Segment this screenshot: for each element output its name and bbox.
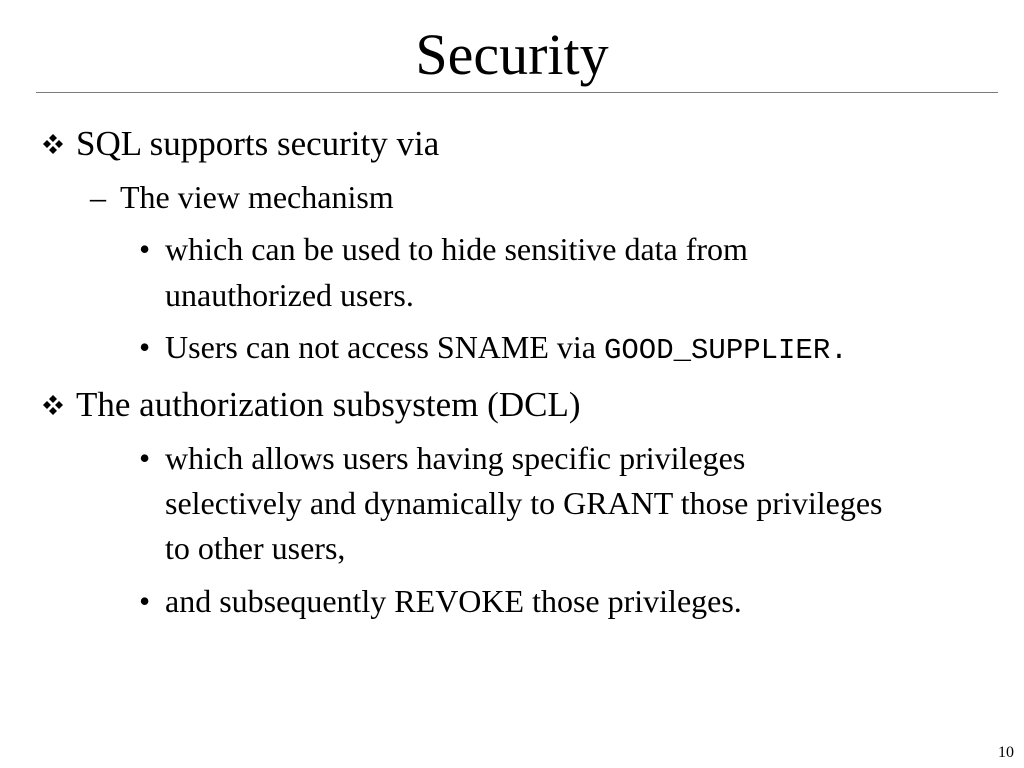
slide-title: Security: [415, 22, 609, 87]
page-number: 10: [998, 744, 1014, 761]
four-diamond-bullet-icon: [38, 383, 68, 427]
title-divider: [36, 92, 998, 93]
sub-bullet-grant-line1: which allows users having specific privileges: [165, 440, 746, 476]
bullet-marker: •: [139, 231, 151, 267]
sub-bullet-grant-continued-2: [165, 528, 345, 568]
bullet-point-1-text: SQL supports security via: [76, 124, 440, 163]
sub-bullet-revoke: [139, 581, 742, 621]
sub-bullet-revoke-text: and subsequently REVOKE those privileges.: [165, 583, 742, 619]
sub-bullet-sname-access-text: Users can not access SNAME via: [165, 329, 604, 365]
sub-bullet-hide-data-line2: unauthorized users.: [165, 277, 414, 313]
sub-bullet-sname-access: [139, 327, 848, 371]
sub-point-view-mechanism: [90, 177, 394, 217]
bullet-point-1: [76, 122, 439, 166]
dash-marker: –: [90, 179, 106, 215]
bullet-marker: •: [139, 440, 151, 476]
bullet-marker: •: [139, 329, 151, 365]
sub-bullet-grant-continued: [165, 483, 882, 523]
bullet-marker: •: [139, 583, 151, 619]
code-good-supplier: GOOD_SUPPLIER.: [604, 334, 848, 367]
bullet-point-2: [76, 383, 580, 427]
sub-bullet-grant-line2: selectively and dynamically to GRANT those privileges: [165, 485, 883, 521]
four-diamond-bullet-icon: [38, 122, 68, 166]
sub-bullet-grant-line3: to other users,: [165, 530, 346, 566]
sub-bullet-hide-data: [139, 229, 748, 269]
sub-point-view-mechanism-text: The view mechanism: [120, 179, 394, 215]
sub-bullet-hide-data-line1: which can be used to hide sensitive data from: [165, 231, 748, 267]
sub-bullet-grant: [139, 438, 746, 478]
sub-bullet-hide-data-continued: [165, 275, 414, 315]
bullet-point-2-text: The authorization subsystem (DCL): [76, 385, 581, 424]
